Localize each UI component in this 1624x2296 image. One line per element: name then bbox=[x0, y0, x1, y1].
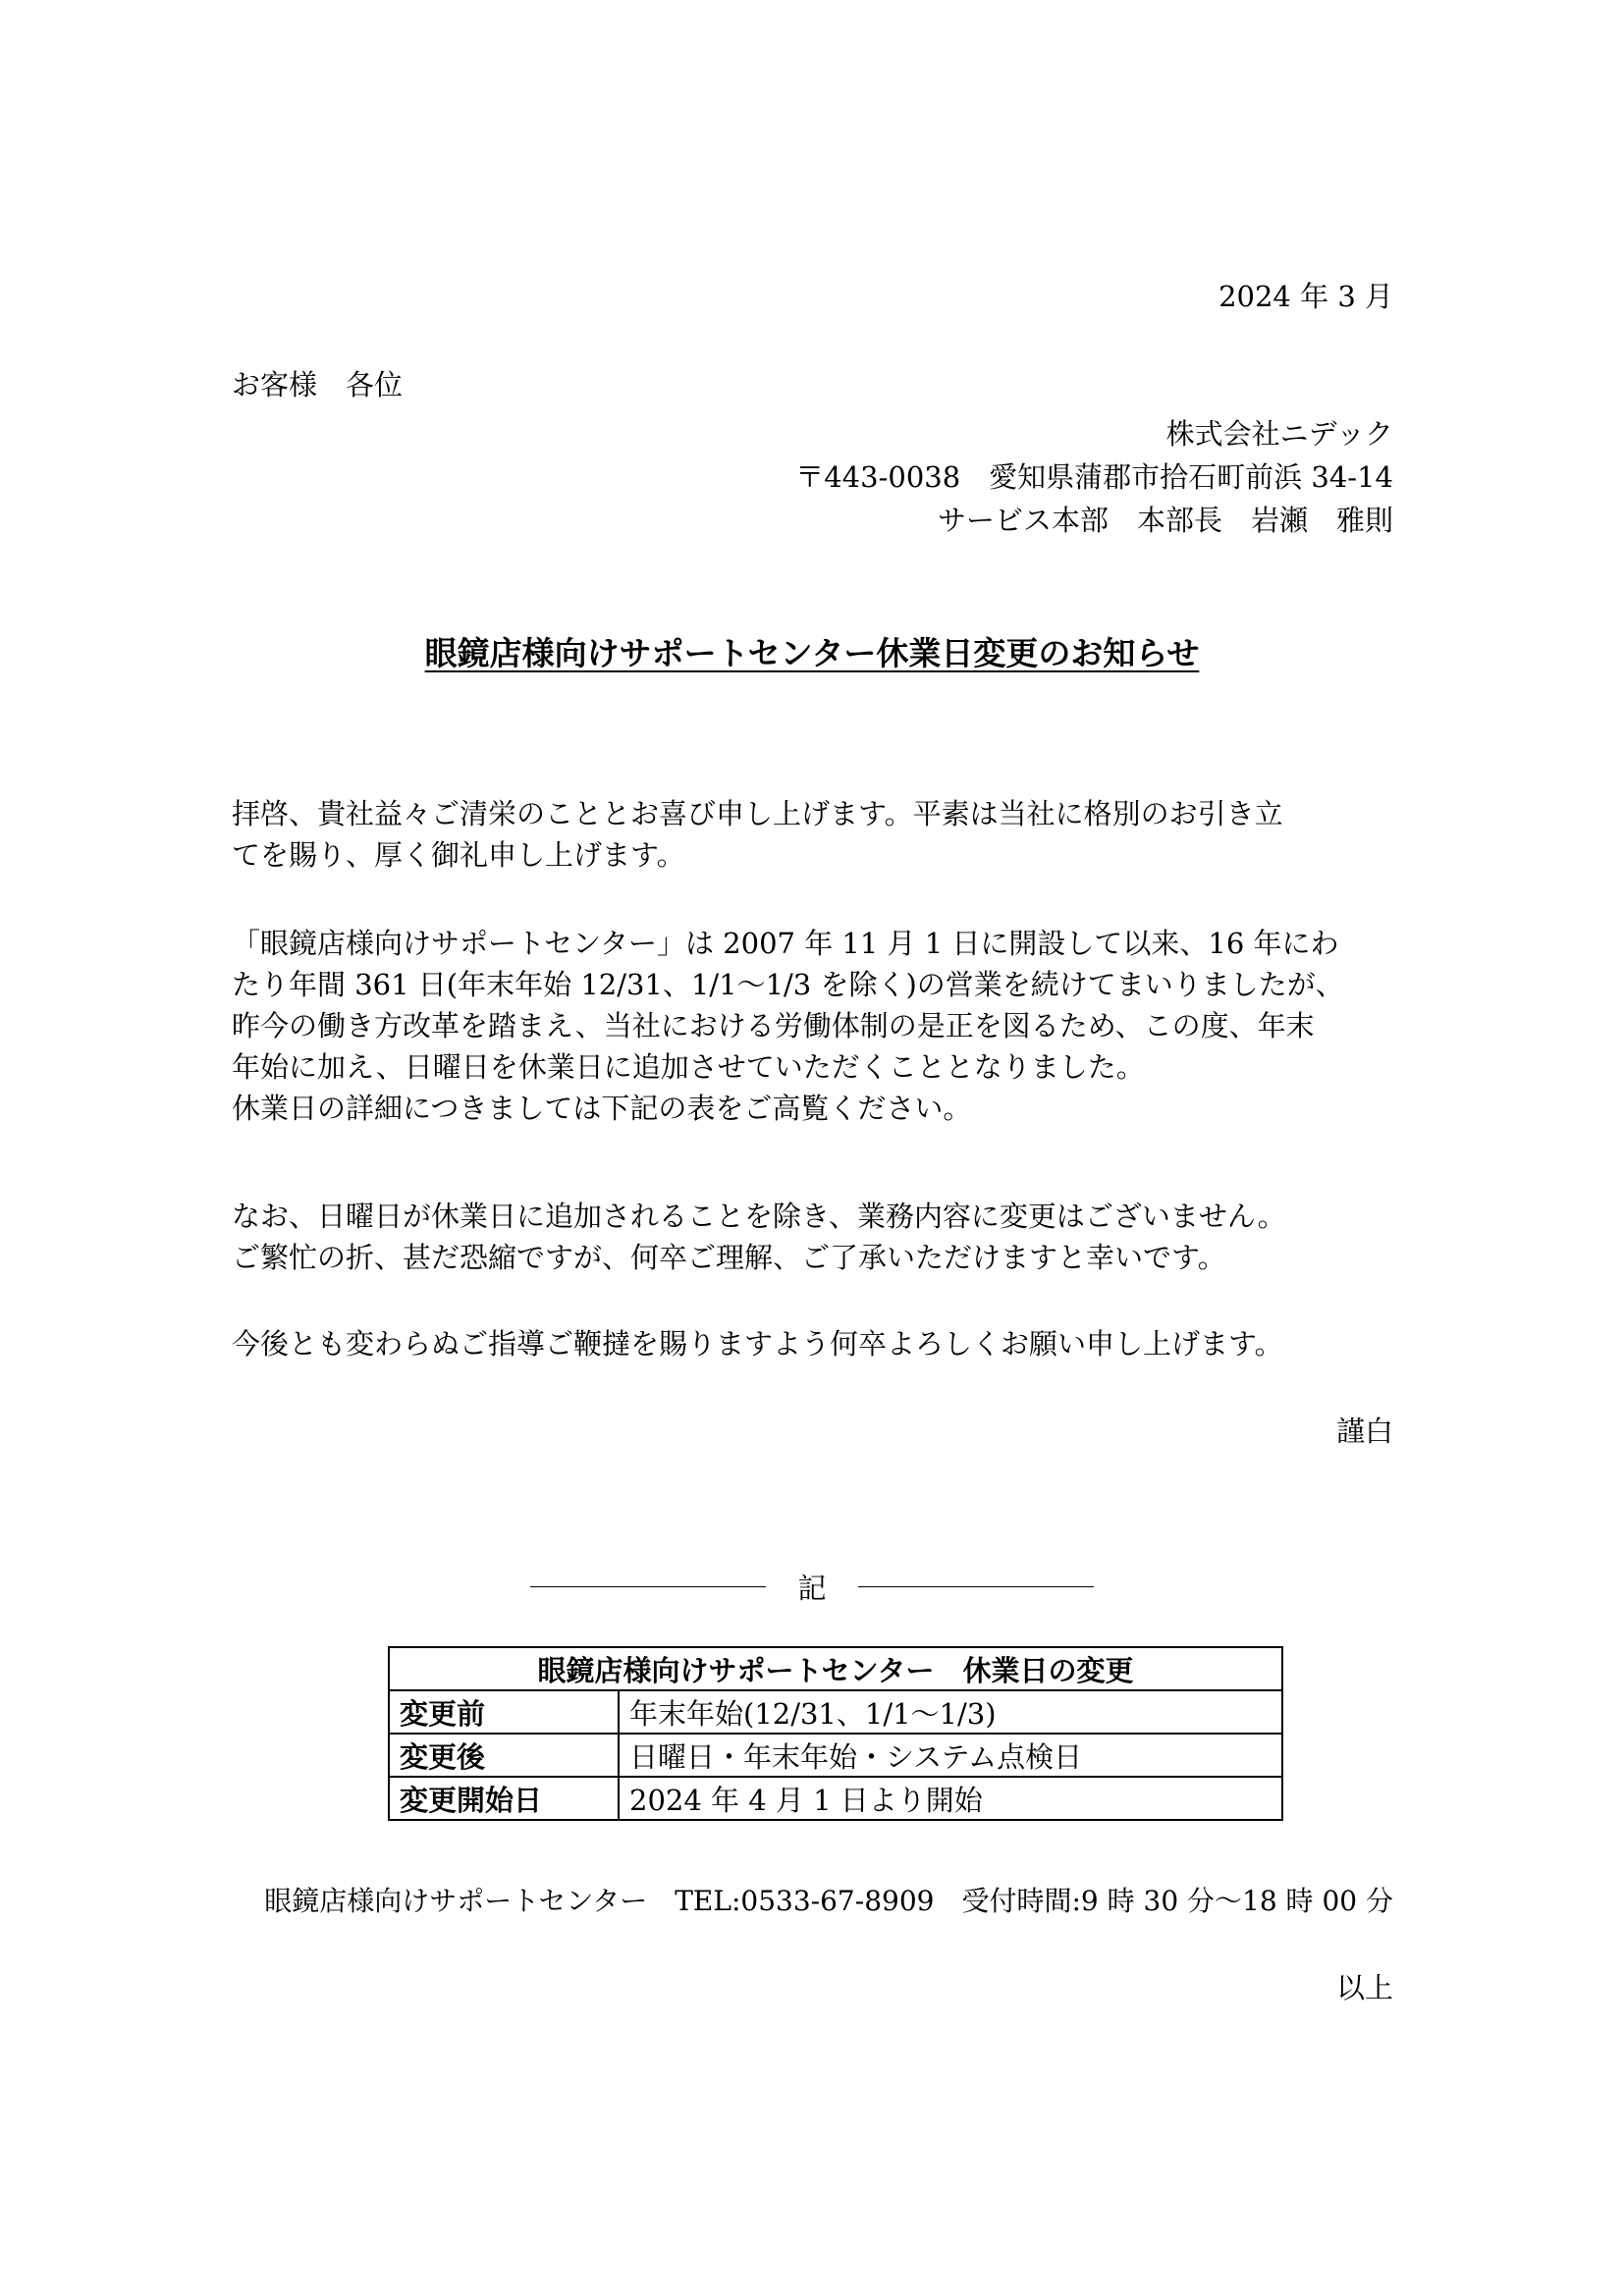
table-row bbox=[389, 1734, 1282, 1777]
contact-info: 眼鏡店様向けサポートセンター TEL:0533-67-8909 受付時間:9 時 30 分～18 時 00 分 bbox=[264, 1885, 1393, 1917]
holiday-change-table bbox=[388, 1646, 1283, 1821]
paragraph-greeting bbox=[232, 793, 1393, 876]
paragraph-line: 昨今の働き方改革を踏まえ、当社における労働体制の是正を図るため、この度、年末 bbox=[232, 1009, 1315, 1042]
paragraph-line: 拝啓、貴社益々ご清栄のこととお喜び申し上げます。平素は当社に格別のお引き立 bbox=[232, 797, 1283, 830]
document-title-text: 眼鏡店様向けサポートセンター休業日変更のお知らせ bbox=[424, 634, 1200, 672]
table-row-value: 年末年始(12/31、1/1～1/3) bbox=[619, 1690, 1282, 1734]
paragraph-line: なお、日曜日が休業日に追加されることを除き、業務内容に変更はございません。 bbox=[232, 1200, 1286, 1233]
addressee: お客様 各位 bbox=[232, 368, 404, 401]
paragraph-closing-request bbox=[232, 1323, 1393, 1364]
paragraph-line: 「眼鏡店様向けサポートセンター」は 2007 年 11 月 1 日に開設して以来、16 年にわ bbox=[232, 927, 1339, 960]
document-title bbox=[0, 628, 1624, 674]
paragraph-line: てを賜り、厚く御礼申し上げます。 bbox=[232, 838, 685, 872]
sender-address: 〒443-0038 愛知県蒲郡市拾石町前浜 34-14 bbox=[795, 460, 1393, 494]
paragraph-line: ご繁忙の折、甚だ恐縮ですが、何卒ご理解、ご了承いただけますと幸いです。 bbox=[232, 1241, 1226, 1274]
document-date: 2024 年 3 月 bbox=[1218, 280, 1393, 313]
paragraph-announcement bbox=[232, 923, 1393, 1129]
separator-line-left bbox=[530, 1586, 766, 1587]
separator-line-right bbox=[858, 1586, 1094, 1587]
paragraph-line: 休業日の詳細につきましては下記の表をご高覧ください。 bbox=[232, 1092, 972, 1125]
sender-person: サービス本部 本部長 岩瀬 雅則 bbox=[937, 504, 1393, 537]
table-row-label: 変更前 bbox=[389, 1690, 619, 1734]
table-header-row bbox=[389, 1647, 1282, 1690]
table-row-value: 日曜日・年末年始・システム点検日 bbox=[619, 1734, 1282, 1777]
table-row bbox=[389, 1690, 1282, 1734]
paragraph-line: 今後とも変わらぬご指導ご鞭撻を賜りますよう何卒よろしくお願い申し上げます。 bbox=[232, 1327, 1283, 1361]
ki-label: 記 bbox=[797, 1572, 827, 1605]
table-row-label: 変更開始日 bbox=[389, 1777, 619, 1820]
table-row bbox=[389, 1777, 1282, 1820]
sender-company: 株式会社ニデック bbox=[1165, 417, 1393, 451]
closing-phrase: 謹白 bbox=[1335, 1415, 1393, 1448]
paragraph-note bbox=[232, 1196, 1393, 1278]
end-mark: 以上 bbox=[1335, 1971, 1393, 2004]
ki-separator bbox=[0, 1567, 1624, 1607]
table-row-label: 変更後 bbox=[389, 1734, 619, 1777]
table-header: 眼鏡店様向けサポートセンター 休業日の変更 bbox=[389, 1647, 1282, 1690]
table-row-value: 2024 年 4 月 1 日より開始 bbox=[619, 1777, 1282, 1820]
paragraph-line: 年始に加え、日曜日を休業日に追加させていただくこととなりました。 bbox=[232, 1050, 1145, 1084]
paragraph-line: たり年間 361 日(年末年始 12/31、1/1～1/3 を除く)の営業を続けてまいりましたが、 bbox=[232, 968, 1344, 1001]
